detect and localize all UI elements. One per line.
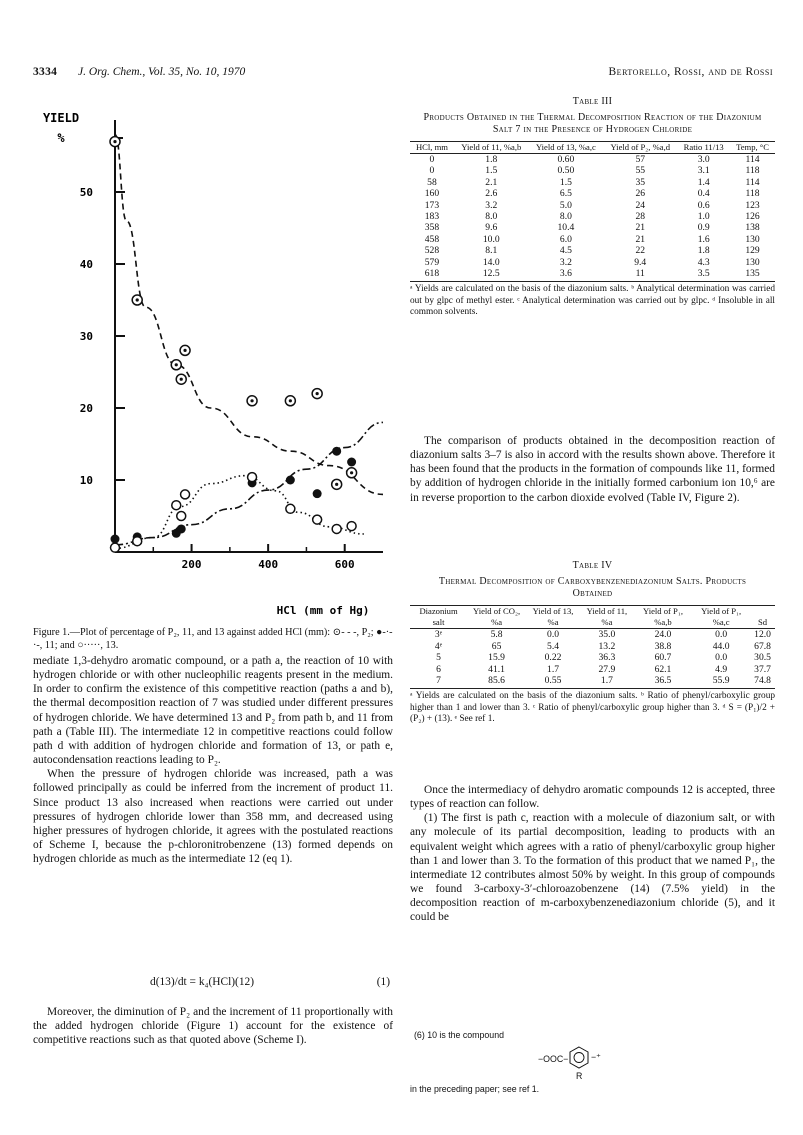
table-cell: 9.4: [634, 256, 647, 268]
paragraph: mediate 1,3-dehydro aromatic compound, or a path a, the reaction of 10 with hydrogen chloride or with other nucleophilic reagents present in the medium. In order to confirm the existence of this competitive reaction (paths a and b), the thermal decomposition reaction of 7 was studied under different pressures of hydrogen chloride. We have determined 13 and P₂ from path b, and 11 from path a (Table III). The intermediate 12 in competitive reactions could follow path d with addition of hydrogen chloride and formation of 13, or path e, autocondensation reactions leading to P₂.: [33, 655, 393, 767]
table-cell: 0.50: [557, 165, 575, 177]
table-cell: 0: [429, 165, 435, 177]
table-cell: 6: [436, 663, 441, 675]
table-cell: 10.4: [557, 222, 575, 234]
table-cell: 74.8: [754, 674, 771, 686]
series-11-point: [177, 524, 186, 533]
y-tick-label: 40: [79, 258, 93, 271]
table-cell: 58: [427, 176, 437, 188]
table-cell: 123: [745, 199, 760, 211]
right-paragraph-1: [410, 434, 775, 505]
table-cell: 173: [424, 199, 440, 211]
table-cell: 4.9: [715, 663, 728, 675]
table-cell: 8.0: [485, 210, 498, 222]
table-cell: 5.0: [559, 199, 572, 211]
table-cell: 138: [745, 222, 760, 234]
table-cell: 26: [635, 188, 646, 200]
table-cell: 618: [424, 267, 440, 279]
series-13-point: [347, 522, 356, 531]
series-11-point: [332, 447, 341, 456]
table-cell: 37.7: [754, 663, 771, 675]
x-axis-label: HCl (mm of Hg): [276, 604, 370, 617]
series-p2-point-center: [136, 298, 139, 301]
formula-right: −⁺: [591, 1052, 601, 1062]
series-13-point: [133, 537, 142, 546]
left-column-text: [33, 654, 393, 866]
page-number: 3334: [33, 66, 58, 78]
table-cell: 10.0: [482, 233, 500, 245]
left-column-end: [33, 1005, 393, 1047]
equation-text: d(13)/dt = k₄(HCl)(12): [150, 976, 255, 988]
table-cell: 44.0: [712, 640, 730, 652]
table-cell: 1.7: [547, 663, 560, 675]
table-cell: 130: [745, 233, 760, 245]
series-p2-point-center: [113, 140, 116, 143]
table-cell: 7: [436, 674, 441, 686]
series-13-point: [172, 501, 181, 510]
column-header: Yield of 13, %a,c: [535, 141, 596, 152]
table-cell: 130: [745, 256, 760, 268]
table-cell: 13.2: [598, 640, 616, 652]
table-cell: 24: [635, 199, 646, 211]
table-label: Table IV: [572, 560, 613, 571]
table-cell: 38.8: [654, 640, 672, 652]
x-tick-label: 200: [181, 558, 202, 571]
column-header: Yield of CO₂, %a: [472, 605, 521, 627]
table-3: [410, 96, 775, 318]
y-tick-label: 50: [79, 186, 93, 199]
column-header: Yield of 11, %a: [586, 605, 628, 627]
table-cell: 129: [745, 245, 760, 257]
table-cell: 0.0: [715, 652, 728, 664]
y-tick-label: 10: [79, 474, 93, 487]
table-row: [410, 177, 775, 188]
series-p2-point-center: [250, 399, 253, 402]
paragraph: Moreover, the diminution of P₂ and the increment of 11 proportionally with the added hydrogen chloride (Figure 1) account for the existence of competitive reactions such as that quoted above (Scheme I).: [33, 1006, 393, 1047]
table-title: Products Obtained in the Thermal Decomposition Reaction of the Diazonium Salt 7 in the Presence of Hydrogen Chloride: [423, 111, 762, 135]
column-header: HCl, mm: [415, 141, 448, 152]
y-axis-label-part: %: [57, 131, 65, 145]
paragraph: Once the intermediacy of dehydro aromatic compounds 12 is accepted, three types of reaction can follow.: [410, 784, 775, 811]
table-cell: 3.5: [697, 267, 710, 279]
table-cell: 14.0: [482, 256, 500, 268]
column-header: Diazonium salt: [419, 605, 458, 627]
table-cell: 27.9: [598, 663, 616, 675]
table-label: Table III: [572, 96, 613, 107]
table-cell: 160: [424, 188, 440, 200]
series-p2-point-center: [183, 349, 186, 352]
series-11-point: [313, 489, 322, 498]
table-cell: 4ᵉ: [434, 640, 443, 652]
table-cell: 21: [635, 222, 646, 234]
series-p2-point-center: [316, 392, 319, 395]
table-cell: 0.0: [547, 629, 560, 641]
table-cell: 36.5: [654, 674, 672, 686]
table-cell: 579: [424, 256, 440, 268]
table-cell: 1.0: [697, 210, 710, 222]
table-cell: 2.1: [485, 176, 498, 188]
table-title: Thermal Decomposition of Carboxybenzenediazonium Salts. Products Obtained: [438, 575, 747, 599]
table-row: [410, 652, 775, 663]
table-cell: 62.1: [654, 663, 672, 675]
column-header: Ratio 11/13: [683, 141, 724, 152]
table-row: [410, 664, 775, 675]
table-row: [410, 629, 775, 641]
y-tick-label: 20: [79, 402, 93, 415]
table-cell: 85.6: [488, 674, 505, 686]
figure-caption: Figure 1.—Plot of percentage of P₂, 11, and 13 against added HCl (mm): ⊙- - -, P₂; ●-·-·-, 11; and ○·····, 13.: [33, 627, 393, 651]
table-cell: 24.0: [654, 629, 672, 641]
table-row: [410, 268, 775, 279]
footnote-6: [410, 1030, 775, 1094]
table-cell: 135: [745, 267, 760, 279]
table-cell: 1.5: [485, 165, 498, 177]
table-cell: 1.7: [600, 674, 613, 686]
x-tick-label: 400: [258, 558, 279, 571]
structure-formula: [410, 1044, 775, 1082]
table-cell: 57: [635, 153, 646, 165]
table-cell: 41.1: [488, 663, 505, 675]
y-axis-label: [43, 111, 79, 145]
series-13-point: [181, 490, 190, 499]
column-header: Yield of 13, %a: [532, 605, 574, 627]
running-header: [33, 66, 773, 84]
table-row: [410, 257, 775, 268]
benzene-ring-icon: [568, 1046, 590, 1070]
column-header: Yield of P₁, %a,b: [642, 605, 683, 627]
column-header: Temp, °C: [736, 141, 769, 152]
table-cell: 3.2: [559, 256, 572, 268]
table-cell: 2.6: [485, 188, 498, 200]
table-cell: 12.5: [482, 267, 500, 279]
table-cell: 60.7: [654, 652, 672, 664]
formula-left: −OOC−: [538, 1054, 569, 1064]
table-cell: 8.0: [559, 210, 572, 222]
paragraph: When the pressure of hydrogen chloride was increased, path a was followed principally as could be inferred from the increment of product 11. Since product 13 also increased when reactions were carried out under pressures of hydrogen chloride lower than 358 mm, and decreased using higher pressures of hydrogen chloride, it agrees with the postulated reactions of Scheme I, because the p-chloronitrobenzene (13) formed depends on hydrogen chloride as much as the intermediate 12 (eq 1).: [33, 768, 393, 866]
table-cell: 183: [424, 210, 440, 222]
footnote-text: (6) 10 is the compound: [414, 1030, 504, 1040]
table-row: [410, 245, 775, 256]
series-11-point: [347, 458, 356, 467]
table-cell: 3.1: [697, 165, 710, 177]
table-cell: 1.8: [697, 245, 710, 257]
table-cell: 65: [491, 640, 502, 652]
series-p2-point-center: [350, 471, 353, 474]
right-column-text: [410, 783, 775, 925]
table-cell: 458: [424, 233, 440, 245]
table-cell: 1.8: [485, 153, 498, 165]
series-13-point: [177, 512, 186, 521]
table-cell: 35: [635, 176, 646, 188]
column-header: Sd: [758, 616, 768, 627]
table-row: [410, 188, 775, 199]
table-4: [410, 560, 775, 725]
y-axis-label-part: YIELD: [42, 111, 80, 125]
table-cell: 118: [745, 188, 760, 200]
paragraph: The comparison of products obtained in the decomposition reaction of diazonium salts 3–7 is also in accord with the results shown above. Therefore it has been found that the products in the formation of compounds like 11, formed by addition of hydrogen chloride in the initially formed carbonium ion 10,⁶ are in reverse proportion to the carbon dioxide evolved (Table IV, Figure 2).: [410, 435, 775, 504]
table-footnotes: ᵃ Yields are calculated on the basis of the diazonium salts. ᵇ Analytical determination was carried out by glpc of methyl ester. ᶜ Analytical determination was carried out by glpc. ᵈ Insoluble in all common solvents.: [410, 281, 775, 318]
series-11-point: [111, 535, 120, 544]
figure-1-chart: [33, 100, 398, 620]
table-4-grid: [410, 605, 775, 687]
footnote-tail: in the preceding paper; see ref 1.: [410, 1084, 540, 1094]
table-cell: 11: [635, 267, 645, 279]
table-cell: 3.6: [559, 267, 572, 279]
series-p2-point-center: [289, 399, 292, 402]
table-cell: 3ᵉ: [434, 629, 443, 641]
table-cell: 5: [436, 652, 441, 664]
table-footnotes: ᵃ Yields are calculated on the basis of the diazonium salts. ᵇ Ratio of phenyl/carboxylic group higher than 1 and lower than 3. ᶜ Ratio of phenyl/carboxylic group higher than 3. ᵈ S = (P₁)/2 + (P₂) + (13). ᵉ See ref 1.: [410, 688, 775, 725]
table-cell: 36.3: [598, 652, 616, 664]
table-cell: 8.1: [485, 245, 498, 257]
table-cell: 35.0: [598, 629, 616, 641]
series-p2-point-center: [180, 378, 183, 381]
table-cell: 4.3: [697, 256, 710, 268]
table-cell: 1.6: [697, 233, 710, 245]
table-cell: 67.8: [754, 640, 771, 652]
column-header: Yield of P₂, %a,d: [610, 141, 671, 152]
table-cell: 3.2: [485, 199, 498, 211]
series-p2-point-center: [175, 363, 178, 366]
table-cell: 528: [424, 245, 440, 257]
paragraph: (1) The first is path c, reaction with a molecule of diazonium salt, or with any molecule of its partial decomposition, leading to products with an equivalent weight which agrees with a ratio of phenyl/carboxylic group higher than 1 and lower than 3. To the formation of this product that we named P₁, the intermediate 12 contributes almost 50% by weight. In this group of compounds we found 3-carboxy-3′-chloroazobenzene (14) (7.5% yield) in the decomposition reaction of m-carboxybenzenediazonium chloride (5), and it could be: [410, 812, 775, 924]
column-header: Yield of 11, %a,b: [461, 141, 522, 152]
table-cell: 12.0: [754, 629, 771, 641]
table-cell: 4.5: [559, 245, 572, 257]
table-cell: 0.22: [544, 652, 562, 664]
table-cell: 28: [635, 210, 646, 222]
table-row: [410, 200, 775, 211]
column-header: Yield of P₁, %a,c: [701, 605, 742, 627]
p2-trend-curve: [115, 134, 383, 494]
table-cell: 0.55: [544, 674, 562, 686]
series-13-point: [111, 543, 120, 552]
table-row: [410, 675, 775, 686]
table-cell: 118: [745, 165, 760, 177]
table-cell: 0.4: [697, 188, 710, 200]
series-13-point: [332, 524, 341, 533]
table-cell: 114: [745, 153, 760, 165]
table-cell: 126: [745, 210, 760, 222]
table-cell: 0.6: [697, 199, 710, 211]
chart-axes: [115, 120, 383, 552]
journal-citation: J. Org. Chem., Vol. 35, No. 10, 1970: [78, 66, 246, 78]
series-13-point: [286, 504, 295, 513]
series-p2-point-center: [335, 483, 338, 486]
table-cell: 55.9: [712, 674, 730, 686]
table-cell: 6.5: [559, 188, 572, 200]
table-cell: 0.60: [557, 153, 575, 165]
table-row: [410, 165, 775, 176]
table-row: [410, 222, 775, 233]
series-13-point: [248, 473, 257, 482]
series-13-point: [313, 515, 322, 524]
table-cell: 1.4: [697, 176, 710, 188]
table-row: [410, 153, 775, 165]
table-cell: 15.9: [488, 652, 505, 664]
authors: Bertorello, Rossi, and de Rossi: [608, 66, 773, 78]
table-cell: 21: [635, 233, 646, 245]
equation-1: [150, 976, 390, 988]
table-cell: 0.0: [715, 629, 728, 641]
table-cell: 55: [635, 165, 646, 177]
table-cell: 1.5: [559, 176, 572, 188]
table-3-grid: [410, 141, 775, 280]
table-row: [410, 234, 775, 245]
table-cell: 30.5: [754, 652, 771, 664]
table-cell: 358: [424, 222, 440, 234]
y-tick-label: 30: [79, 330, 93, 343]
table-cell: 5.8: [490, 629, 503, 641]
table-cell: 0: [429, 153, 435, 165]
table-cell: 5.4: [547, 640, 560, 652]
formula-substituent: R: [576, 1071, 583, 1081]
table-cell: 22: [635, 245, 646, 257]
table-row: [410, 641, 775, 652]
table-cell: 0.9: [697, 222, 710, 234]
table-cell: 9.6: [485, 222, 498, 234]
table-cell: 3.0: [697, 153, 710, 165]
equation-number: (1): [376, 976, 390, 988]
x-tick-label: 600: [334, 558, 355, 571]
table-row: [410, 211, 775, 222]
table-cell: 6.0: [559, 233, 572, 245]
series-11-point: [286, 476, 295, 485]
table-cell: 114: [745, 176, 760, 188]
